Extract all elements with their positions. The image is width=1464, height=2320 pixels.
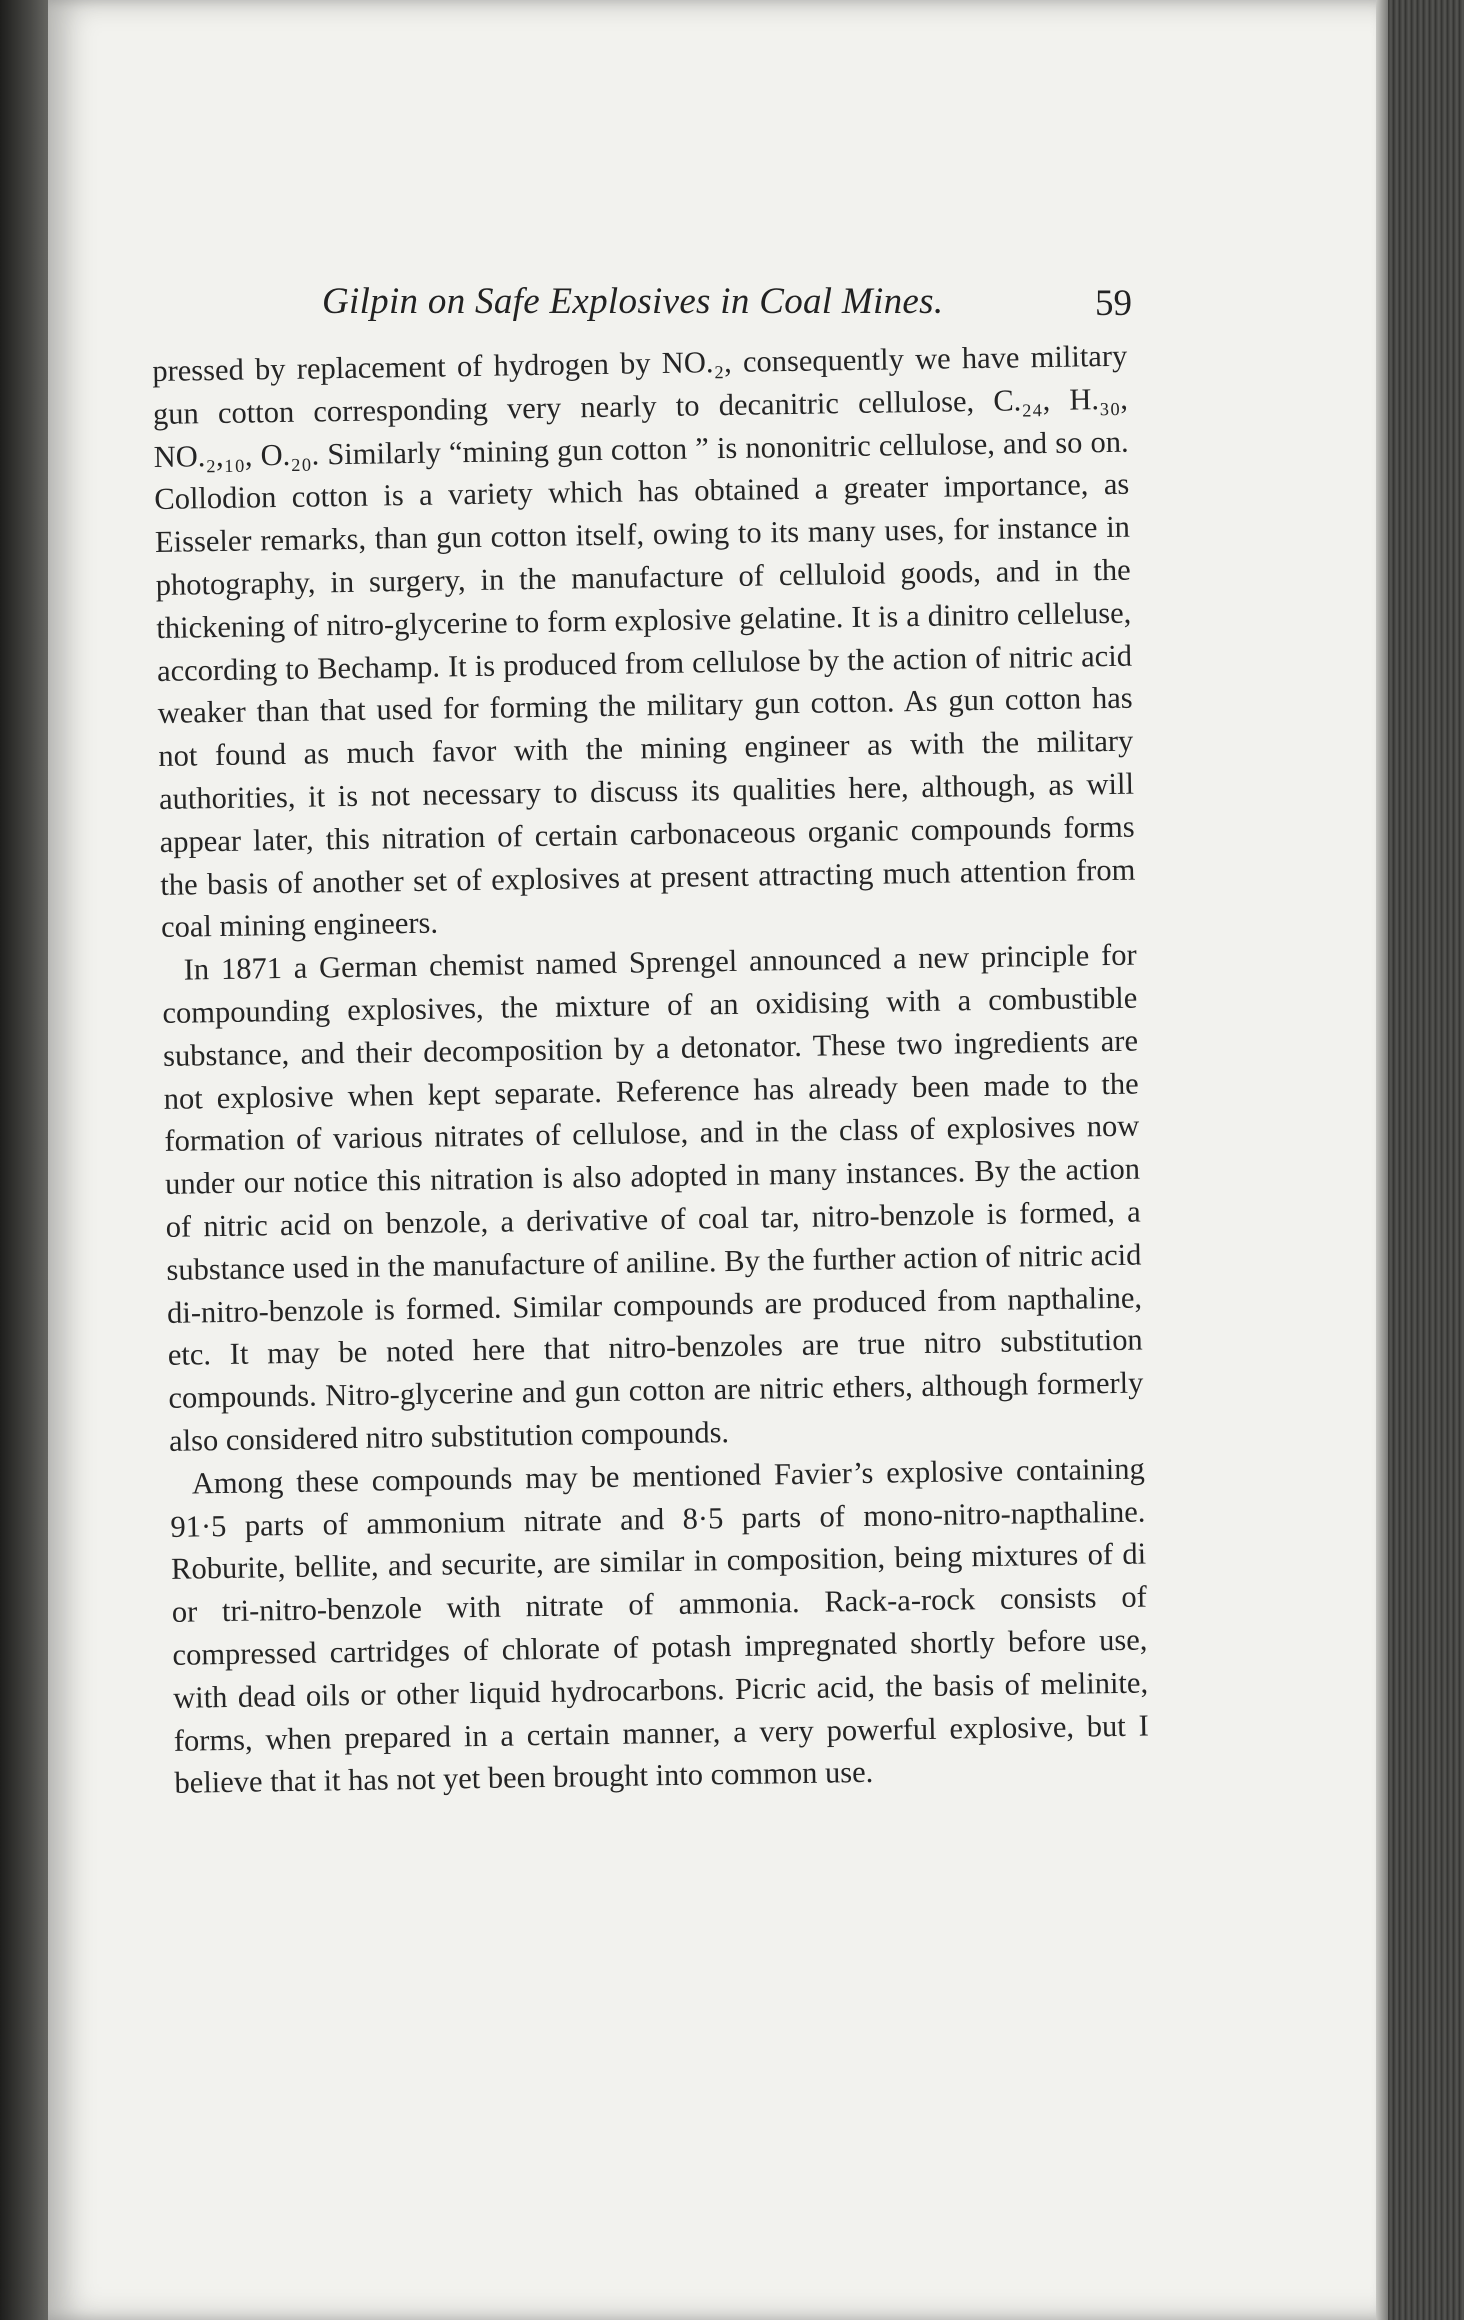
page-number: 59: [1095, 283, 1132, 324]
body-text: [152, 335, 1150, 1805]
paragraph-2: In 1871 a German chemist named Sprengel announced a new principle for compounding explosives, the mixture of an oxidising with a combustible substance, and their decomposition by a detonator. These two ingredients are not explosive when kept separate. Reference has already been made to the formation of various nitrates of cellulose, and in the class of explosives now under our notice this nitration is also adopted in many instances. By the action of nitric acid on benzole, a derivative of coal tar, nitro-benzole is formed, a substance used in the manufacture of aniline. By the further action of nitric acid di-nitro-benzole is formed. Similar compounds are produced from napthaline, etc. It may be noted here that nitro-benzoles are true nitro substitution compounds. Nitro-glycerine and gun cotton are nitric ethers, although formerly also considered nitro substitution compounds.: [162, 937, 1144, 1458]
paragraph-3: Among these compounds may be mentioned Favier’s explosive containing 91·5 parts of ammonium nitrate and 8·5 parts of mono-nitro-napthaline. Roburite, bellite, and securite, are similar in composition, being mixtures of di or tri-nitro-benzole with nitrate of ammonia. Rack-a-rock consists of compressed cartridges of chlorate of potash impregnated shortly before use, with dead oils or other liquid hydrocarbons. Picric acid, the basis of melinite, forms, when prepared in a certain manner, a very powerful explosive, but I believe that it has not yet been brought into common use.: [170, 1451, 1149, 1801]
book-page-stack-edge: [1388, 0, 1464, 2320]
running-title: Gilpin on Safe Explosives in Coal Mines.: [322, 281, 944, 322]
paragraph-1: pressed by replacement of hydrogen by NO.₂, consequently we have military gun cotton corresponding very nearly to decanitric cellulose, C.₂₄, H.₃₀, NO.₂,₁₀, O.₂₀. Similarly “mining gun cotton ” is nononitric cellulose, and so on. Collodion cotton is a variety which has obtained a greater importance, as Eisseler remarks, than gun cotton itself, owing to its many uses, for instance in photography, in surgery, in the manufacture of celluloid goods, and in the thickening of nitro-glycerine to form explosive gelatine. It is a dinitro celleluse, according to Bechamp. It is produced from cellulose by the action of nitric acid weaker than that used for forming the military gun cotton. As gun cotton has not found as much favor with the mining engineer as with the military authorities, it is not necessary to discuss its qualities here, although, as will appear later, this nitration of certain carbonaceous organic compounds forms the basis of another set of explosives at present attracting much attention from coal mining engineers.: [152, 338, 1136, 945]
